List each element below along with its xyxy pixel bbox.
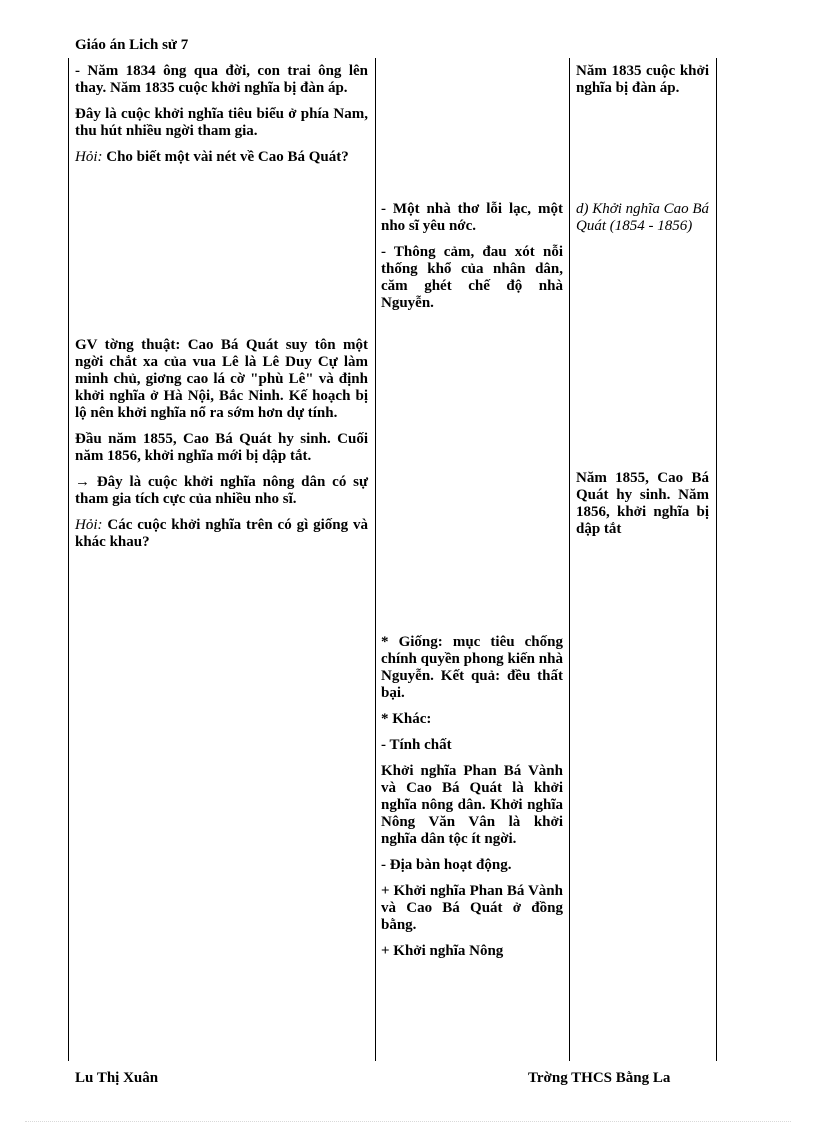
table-border-right [716,58,717,1061]
answer-thong-cam: - Thông cảm, đau xót nỗi thống khổ của nhân dân, căm ghét chế độ nhà Nguyễn. [381,244,563,311]
notes-1835 [576,63,709,106]
table-border-col1 [375,58,376,1061]
question-label: Hỏi: [75,517,103,533]
conclusion-text: Đây là cuộc khởi nghĩa nông dân có sự tham gia tích cực của nhiều nho sĩ. [75,474,368,507]
question-text: Các cuộc khởi nghĩa trên có gì giống và khác khau? [75,517,368,550]
student-answers-top [381,201,563,321]
answer-nong-van-van: + Khởi nghĩa Nông [381,943,504,959]
answer-giong: * Giống: mục tiêu chống chính quyền phong kiến nhà Nguyễn. Kết quả: đều thất bại. [381,634,563,701]
note-1855: Năm 1855, Cao Bá Quát hy sinh. Năm 1856, khởi nghĩa bị dập tắt [576,470,709,537]
student-answers-bottom [381,634,563,969]
notes-1855 [576,470,709,547]
footer-school: Trờng THCS Bằng La [528,1070,671,1086]
paragraph-1834: - Năm 1834 ông qua đời, con trai ông lên thay. Năm 1835 cuộc khởi nghĩa bị đàn áp. [75,63,368,96]
footer-author: Lu Thị Xuân [75,1070,159,1086]
page-divider [25,1121,791,1122]
table-border-left [68,58,69,1061]
answer-dong-bang: + Khởi nghĩa Phan Bá Vành và Cao Bá Quát ở đồng bằng. [381,883,563,933]
note-1835: Năm 1835 cuộc khởi nghĩa bị đàn áp. [576,63,709,96]
teacher-activity-column [75,63,368,175]
teacher-activity-column-2 [75,337,368,560]
paragraph-1855: Đầu năm 1855, Cao Bá Quát hy sinh. Cuối năm 1856, khởi nghĩa mới bị dập tắt. [75,431,368,464]
notes-section-d [576,201,709,244]
document-header: Giáo án Lich sử 7 [75,37,189,53]
answer-dia-ban: - Địa bàn hoạt động. [381,857,512,873]
table-border-col2 [569,58,570,1061]
question-label: Hỏi: [75,149,103,165]
note-section-d: d) Khởi nghĩa Cao Bá Quát (1854 - 1856) [576,201,710,234]
question-text: Cho biết một vài nét về Cao Bá Quát? [102,149,349,165]
answer-tinh-chat: - Tính chất [381,737,452,753]
paragraph-gv-thuat: GV tờng thuật: Cao Bá Quát suy tôn một ngời chắt xa của vua Lê là Lê Duy Cự làm minh chủ, giơng cao lá cờ "phù Lê" và định khởi nghĩa ở Hà Nội, Bắc Ninh. Kế hoạch bị lộ nên khởi nghĩa nổ ra sớm hơn dự tính. [75,337,368,421]
paragraph-conclusion [75,474,368,508]
paragraph-tieu-bieu: Đây là cuộc khởi nghĩa tiêu biểu ở phía Nam, thu hút nhiều ngời tham gia. [75,106,368,139]
arrow-icon: → [75,474,90,490]
answer-khac: * Khác: [381,711,432,727]
question-giong-khac [75,517,368,551]
answer-tinh-chat-detail: Khởi nghĩa Phan Bá Vành và Cao Bá Quát là khởi nghĩa nông dân. Khởi nghĩa Nông Văn Vân là khởi nghĩa dân tộc ít ngời. [381,763,563,847]
answer-nha-tho: - Một nhà thơ lỗi lạc, một nho sĩ yêu nớc. [381,201,563,234]
question-cao-ba-quat [75,149,368,166]
